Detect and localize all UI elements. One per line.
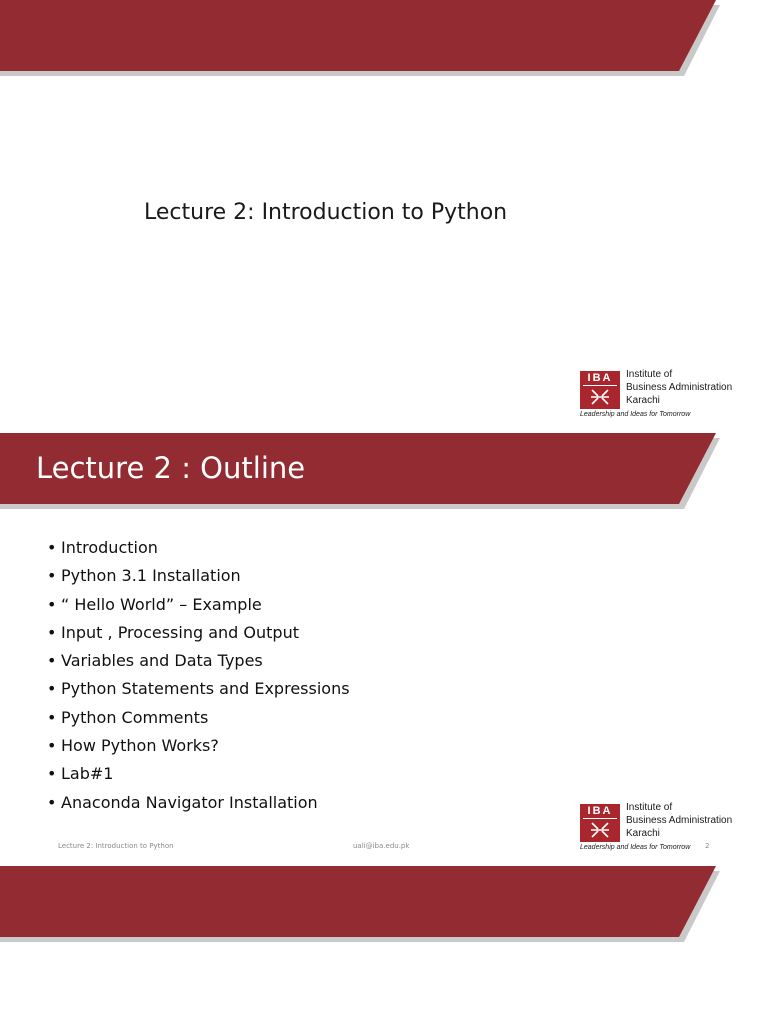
outline-bullet [47, 675, 350, 703]
outline-bullet [47, 789, 350, 817]
bullet-icon: • [47, 622, 57, 642]
bullet-icon: • [47, 538, 57, 557]
bullet-text: How Python Works? [61, 736, 219, 756]
footer-page-number: 2 [705, 842, 710, 850]
iba-logo-abbr: IBA [587, 372, 613, 384]
outline-bullet [47, 562, 350, 590]
iba-logo-box [580, 371, 620, 409]
logo-name-line: Institute of [626, 369, 673, 380]
iba-logo [580, 371, 760, 423]
logo-name-line: Business Administration [626, 382, 733, 393]
bullet-text: Lab#1 [61, 764, 114, 784]
logo-name-line: Institute of [626, 802, 673, 813]
iba-logo-box [580, 804, 620, 842]
iba-emblem-icon [590, 388, 610, 406]
logo-name-line: Karachi [626, 828, 660, 839]
bullet-icon: • [47, 792, 57, 812]
outline-bullet-list [47, 534, 350, 817]
iba-logo-name [626, 801, 732, 840]
bullet-text: Input , Processing and Output [61, 622, 299, 642]
bullet-icon: • [47, 594, 57, 614]
iba-emblem-icon [590, 821, 610, 839]
logo-name-line: Karachi [626, 395, 660, 406]
slide3-header-band [0, 866, 768, 942]
outline-bullet [47, 591, 350, 619]
iba-logo-tagline: Leadership and Ideas for Tomorrow [580, 411, 691, 418]
bullet-text: Anaconda Navigator Installation [61, 792, 318, 812]
logo-name-line: Business Administration [626, 815, 733, 826]
bullet-icon: • [47, 651, 57, 671]
iba-logo-name [626, 368, 732, 407]
outline-bullet [47, 760, 350, 788]
slide2-title: Lecture 2 : Outline [36, 451, 306, 485]
slide1-title: Lecture 2: Introduction to Python [144, 200, 508, 225]
outline-bullet [47, 619, 350, 647]
bullet-text: “ Hello World” – Example [61, 594, 262, 614]
bullet-text: Python Statements and Expressions [61, 679, 350, 699]
outline-bullet [47, 732, 350, 760]
bullet-icon: • [47, 736, 57, 756]
bullet-icon: • [47, 566, 57, 586]
outline-bullet [47, 534, 350, 562]
iba-logo [580, 804, 760, 856]
iba-logo-abbr: IBA [587, 805, 613, 817]
bullet-icon: • [47, 707, 57, 727]
bullet-text: Python 3.1 Installation [61, 566, 241, 586]
outline-bullet [47, 704, 350, 732]
slide1-header-band [0, 0, 768, 76]
bullet-text: Variables and Data Types [61, 651, 263, 671]
iba-logo-tagline: Leadership and Ideas for Tomorrow [580, 844, 691, 851]
bullet-icon: • [47, 679, 57, 699]
footer-email: uali@iba.edu.pk [353, 842, 410, 850]
bullet-text: Introduction [61, 538, 158, 557]
bullet-text: Python Comments [61, 707, 209, 727]
footer-lecture-title: Lecture 2: Introduction to Python [58, 842, 174, 850]
bullet-icon: • [47, 764, 57, 784]
outline-bullet [47, 647, 350, 675]
